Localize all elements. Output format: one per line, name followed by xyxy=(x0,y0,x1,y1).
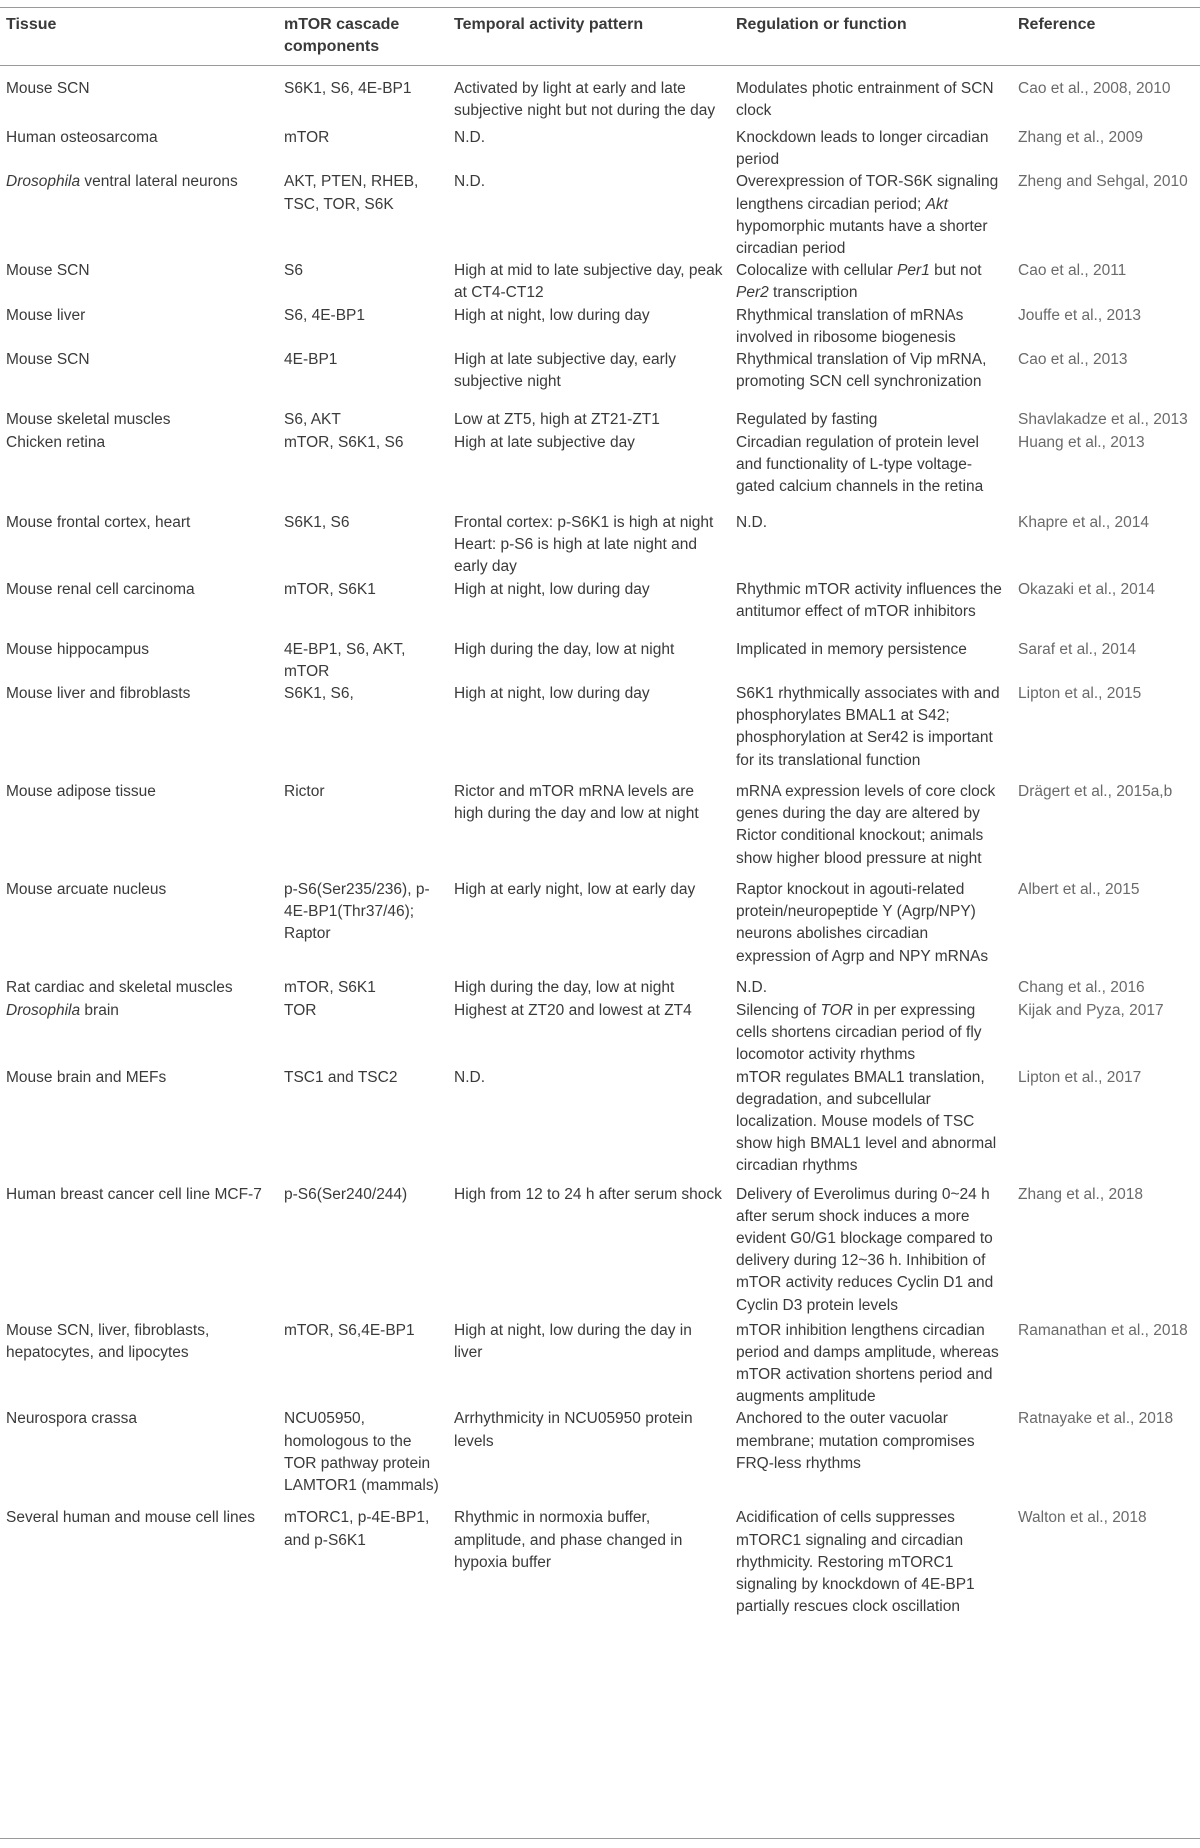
cell-regulation: Knockdown leads to longer circadian period xyxy=(736,129,989,169)
table-row xyxy=(0,409,1200,432)
cell-temporal: High at night, low during day xyxy=(454,685,650,703)
table-row xyxy=(0,1067,1200,1184)
cell-tissue: Mouse renal cell carcinoma xyxy=(6,580,195,598)
cell-components: p-S6(Ser235/236), p-4E-BP1(Thr37/46); Raptor xyxy=(284,881,430,943)
header-row xyxy=(0,8,1200,66)
cell-components: S6K1, S6 xyxy=(284,514,350,532)
table-row xyxy=(0,879,1200,977)
regulation-part: Colocalize with cellular xyxy=(736,262,898,280)
table-row xyxy=(0,260,1200,304)
table-row xyxy=(0,639,1200,683)
cell-temporal: High at late subjective day, early subjective night xyxy=(454,351,676,391)
cell-tissue: Mouse SCN, liver, fibroblasts, hepatocytes, and lipocytes xyxy=(6,1321,210,1361)
header-reference: Reference xyxy=(1018,16,1096,33)
cell-tissue: Mouse liver xyxy=(6,306,86,324)
cell-reference: Ramanathan et al., 2018 xyxy=(1018,1321,1188,1339)
cell-regulation xyxy=(730,1000,1012,1067)
table-row xyxy=(0,579,1200,639)
cell-reference: Zhang et al., 2018 xyxy=(1018,1185,1143,1203)
cell-reference: Cao et al., 2008, 2010 xyxy=(1018,80,1171,97)
cell-components: 4E-BP1, S6, AKT, mTOR xyxy=(284,640,406,680)
cell-temporal: N.D. xyxy=(454,173,485,191)
cell-regulation: Anchored to the outer vacuolar membrane; mutation compromises FRQ-less rhythms xyxy=(736,1410,975,1472)
regulation-part: Overexpression of TOR-S6K signaling lengthens circadian period; xyxy=(736,173,999,213)
table-row xyxy=(0,66,1200,127)
cell-tissue: Mouse frontal cortex, heart xyxy=(6,514,191,532)
table-row xyxy=(0,1507,1200,1618)
table-row xyxy=(0,977,1200,1000)
cell-temporal: High at night, low during day xyxy=(454,580,650,598)
header-temporal: Temporal activity pattern xyxy=(454,16,644,33)
cell-components: mTOR, S6,4E-BP1 xyxy=(284,1321,415,1339)
cell-reference: Huang et al., 2013 xyxy=(1018,434,1145,452)
cell-components: mTOR xyxy=(284,129,330,146)
cell-regulation: Implicated in memory persistence xyxy=(736,640,967,658)
cell-temporal: High at night, low during day xyxy=(454,306,650,324)
table-row xyxy=(0,1184,1200,1320)
regulation-italic: TOR xyxy=(820,1002,853,1020)
cell-tissue xyxy=(0,171,278,260)
cell-regulation: Regulated by fasting xyxy=(736,411,878,429)
bottom-rule xyxy=(0,1838,1200,1839)
table-row xyxy=(0,683,1200,781)
tissue-italic: Drosophila xyxy=(6,1002,81,1020)
cell-reference: Cao et al., 2011 xyxy=(1018,262,1127,280)
cell-reference: Ratnayake et al., 2018 xyxy=(1018,1410,1174,1428)
cell-regulation: N.D. xyxy=(736,514,767,532)
cell-tissue: Neurospora crassa xyxy=(6,1410,137,1428)
cell-components: S6 xyxy=(284,262,303,280)
cell-reference: Kijak and Pyza, 2017 xyxy=(1018,1002,1164,1020)
cell-tissue: Mouse hippocampus xyxy=(6,640,150,658)
regulation-part: in per expressing cells shortens circadian period of fly locomotor activity rhythms xyxy=(736,1002,982,1064)
cell-temporal: N.D. xyxy=(454,129,485,146)
regulation-part: hypomorphic mutants have a shorter circadian period xyxy=(736,217,988,258)
cell-tissue: Human breast cancer cell line MCF-7 xyxy=(6,1185,262,1203)
cell-regulation: Delivery of Everolimus during 0~24 h after serum shock induces a more evident G0/G1 blockage compared to delivery during 12~36 h. Inhibition of mTOR activity reduces Cyclin D1 and Cyclin D3 protein levels xyxy=(736,1185,994,1314)
cell-regulation: Circadian regulation of protein level and functionality of L-type voltage-gated calcium channels in the retina xyxy=(736,434,984,496)
cell-regulation: Modulates photic entrainment of SCN clock xyxy=(736,80,994,120)
cell-tissue: Mouse liver and fibroblasts xyxy=(6,685,191,703)
header-components: mTOR cascade components xyxy=(284,16,400,55)
cell-components: mTOR, S6K1 xyxy=(284,979,376,997)
cell-regulation: Rhythmic mTOR activity influences the antitumor effect of mTOR inhibitors xyxy=(736,580,1002,620)
cell-regulation: mTOR inhibition lengthens circadian period and damps amplitude, whereas mTOR activation shortens period and augments amplitude xyxy=(736,1321,999,1406)
cell-components: Rictor xyxy=(284,783,325,801)
cell-tissue: Mouse SCN xyxy=(6,80,90,97)
cell-components: mTOR, S6K1 xyxy=(284,580,376,598)
cell-temporal: Activated by light at early and late subjective night but not during the day xyxy=(454,80,716,120)
cell-temporal: Arrhythmicity in NCU05950 protein levels xyxy=(454,1410,693,1450)
cell-regulation xyxy=(730,171,1012,260)
tissue-rest: ventral lateral neurons xyxy=(80,173,238,191)
table-row xyxy=(0,1320,1200,1409)
cell-components: mTOR, S6K1, S6 xyxy=(284,434,404,452)
cell-tissue: Mouse adipose tissue xyxy=(6,783,156,801)
cell-regulation: Raptor knockout in agouti-related protein/neuropeptide Y (Agrp/NPY) neurons abolishes circadian expression of Agrp and NPY mRNAs xyxy=(736,881,989,965)
cell-components: S6, AKT xyxy=(284,411,341,429)
cell-reference: Chang et al., 2016 xyxy=(1018,979,1145,997)
cell-tissue: Mouse skeletal muscles xyxy=(6,411,171,429)
cell-temporal: N.D. xyxy=(454,1068,485,1086)
cell-regulation xyxy=(730,260,1012,304)
cell-reference: Khapre et al., 2014 xyxy=(1018,514,1149,532)
regulation-part: transcription xyxy=(768,284,858,302)
cell-regulation: mTOR regulates BMAL1 translation, degradation, and subcellular localization. Mouse models of TSC show high BMAL1 level and abnormal circadian rhythms xyxy=(736,1068,997,1175)
cell-reference: Lipton et al., 2017 xyxy=(1018,1068,1142,1086)
table-row xyxy=(0,432,1200,512)
cell-temporal: Low at ZT5, high at ZT21-ZT1 xyxy=(454,411,660,429)
cell-reference: Walton et al., 2018 xyxy=(1018,1509,1147,1527)
cell-tissue: Rat cardiac and skeletal muscles xyxy=(6,979,233,997)
cell-temporal: High at early night, low at early day xyxy=(454,881,696,899)
cell-components: TOR xyxy=(284,1002,317,1020)
cell-reference: Jouffe et al., 2013 xyxy=(1018,306,1141,324)
header-tissue: Tissue xyxy=(6,16,57,33)
cell-components: NCU05950, homologous to the TOR pathway protein LAMTOR1 (mammals) xyxy=(284,1410,439,1495)
cell-components: mTORC1, p-4E-BP1, and p-S6K1 xyxy=(284,1509,430,1549)
tissue-italic: Drosophila xyxy=(6,173,81,191)
cell-reference: Lipton et al., 2015 xyxy=(1018,685,1142,703)
regulation-italic: Per2 xyxy=(736,284,769,302)
cell-components: p-S6(Ser240/244) xyxy=(284,1185,408,1203)
regulation-italic: Per1 xyxy=(897,262,930,280)
table-row xyxy=(0,127,1200,171)
table-row xyxy=(0,305,1200,349)
cell-components: S6K1, S6, xyxy=(284,685,354,703)
table-row xyxy=(0,781,1200,879)
header-regulation: Regulation or function xyxy=(736,16,907,33)
cell-components: TSC1 and TSC2 xyxy=(284,1068,398,1086)
table-row xyxy=(0,349,1200,409)
cell-regulation: S6K1 rhythmically associates with and phosphorylates BMAL1 at S42; phosphorylation at Ser42 is important for its translational function xyxy=(736,685,1000,769)
cell-components: 4E-BP1 xyxy=(284,351,338,369)
cell-temporal: Rictor and mTOR mRNA levels are high during the day and low at night xyxy=(454,783,699,823)
cell-tissue: Mouse arcuate nucleus xyxy=(6,881,167,899)
cell-tissue: Mouse brain and MEFs xyxy=(6,1068,167,1086)
cell-regulation: Acidification of cells suppresses mTORC1 signaling and circadian rhythmicity. Restoring mTORC1 signaling by knockdown of 4E-BP1 partially rescues clock oscillation xyxy=(736,1509,975,1616)
cell-reference: Albert et al., 2015 xyxy=(1018,881,1140,899)
cell-temporal: High at night, low during the day in liver xyxy=(454,1321,692,1361)
cell-reference: Cao et al., 2013 xyxy=(1018,351,1128,369)
cell-tissue: Human osteosarcoma xyxy=(6,129,158,146)
cell-tissue: Mouse SCN xyxy=(6,262,90,280)
cell-reference: Drägert et al., 2015a,b xyxy=(1018,783,1173,801)
cell-temporal: Rhythmic in normoxia buffer, amplitude, and phase changed in hypoxia buffer xyxy=(454,1509,683,1571)
mtor-table xyxy=(0,8,1200,1618)
cell-temporal: Highest at ZT20 and lowest at ZT4 xyxy=(454,1002,692,1020)
cell-components: AKT, PTEN, RHEB, TSC, TOR, S6K xyxy=(284,173,419,213)
cell-reference: Zhang et al., 2009 xyxy=(1018,129,1143,146)
cell-temporal: High at late subjective day xyxy=(454,434,635,452)
table-row xyxy=(0,512,1200,579)
cell-temporal: High at mid to late subjective day, peak at CT4-CT12 xyxy=(454,262,723,302)
table-row xyxy=(0,1000,1200,1067)
cell-tissue xyxy=(0,1000,278,1067)
cell-reference: Saraf et al., 2014 xyxy=(1018,640,1137,658)
table-row xyxy=(0,1408,1200,1507)
cell-temporal: High from 12 to 24 h after serum shock xyxy=(454,1185,722,1203)
cell-tissue: Mouse SCN xyxy=(6,351,90,369)
cell-tissue: Several human and mouse cell lines xyxy=(6,1509,255,1527)
table-row xyxy=(0,171,1200,260)
regulation-part: Silencing of xyxy=(736,1002,821,1020)
cell-reference: Zheng and Sehgal, 2010 xyxy=(1018,173,1188,191)
cell-regulation: N.D. xyxy=(736,979,767,997)
cell-regulation: Rhythmical translation of Vip mRNA, promoting SCN cell synchronization xyxy=(736,351,987,391)
cell-components: S6K1, S6, 4E-BP1 xyxy=(284,80,412,97)
cell-regulation: mRNA expression levels of core clock genes during the day are altered by Rictor conditional knockout; animals show higher blood pressure at night xyxy=(736,783,996,867)
cell-temporal: High during the day, low at night xyxy=(454,640,675,658)
cell-tissue: Chicken retina xyxy=(6,434,106,452)
cell-temporal: Frontal cortex: p-S6K1 is high at night Heart: p-S6 is high at late night and early day xyxy=(454,514,714,576)
cell-reference: Okazaki et al., 2014 xyxy=(1018,580,1155,598)
cell-reference: Shavlakadze et al., 2013 xyxy=(1018,411,1188,429)
regulation-part: but not xyxy=(929,262,982,280)
regulation-italic: Akt xyxy=(925,195,948,213)
tissue-rest: brain xyxy=(80,1002,119,1020)
cell-regulation: Rhythmical translation of mRNAs involved in ribosome biogenesis xyxy=(736,306,964,346)
cell-components: S6, 4E-BP1 xyxy=(284,306,365,324)
cell-temporal: High during the day, low at night xyxy=(454,979,675,997)
